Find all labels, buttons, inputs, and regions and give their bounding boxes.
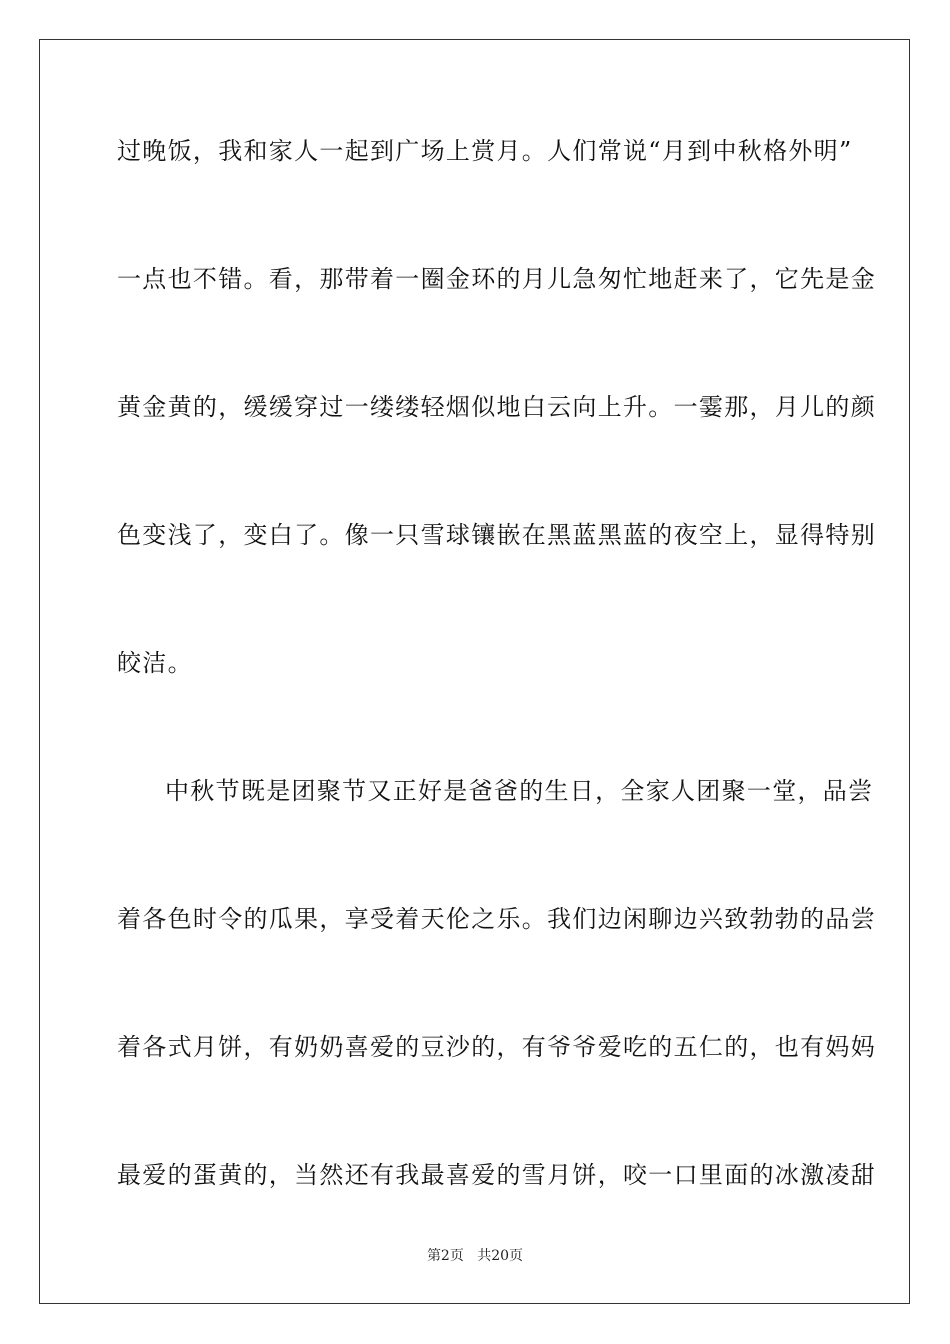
text-line: 过晚饭，我和家人一起到广场上赏月。人们常说“月到中秋格外明” — [117, 137, 853, 165]
text-line: 中秋节既是团聚节又正好是爸爸的生日，全家人团聚一堂，品尝 — [165, 777, 874, 805]
footer-spacer — [464, 1248, 477, 1264]
page-footer — [0, 1247, 950, 1265]
text-line: 色变浅了，变白了。像一只雪球镶嵌在黑蓝黑蓝的夜空上，显得特别 — [117, 521, 876, 549]
text-line: 着各式月饼，有奶奶喜爱的豆沙的，有爷爷爱吃的五仁的，也有妈妈 — [117, 1033, 876, 1061]
text-line: 着各色时令的瓜果，享受着天伦之乐。我们边闲聊边兴致勃勃的品尝 — [117, 905, 876, 933]
text-line: 皎洁。 — [117, 649, 193, 677]
text-line: 一点也不错。看，那带着一圈金环的月儿急匆忙地赶来了，它先是金 — [117, 265, 876, 293]
text-line: 最爱的蛋黄的，当然还有我最喜爱的雪月饼，咬一口里面的冰激凌甜 — [117, 1161, 876, 1189]
text-line: 黄金黄的，缓缓穿过一缕缕轻烟似地白云向上升。一霎那，月儿的颜 — [117, 393, 876, 421]
page-total: 共20页 — [477, 1248, 524, 1264]
page-number: 第2页 — [426, 1248, 464, 1264]
